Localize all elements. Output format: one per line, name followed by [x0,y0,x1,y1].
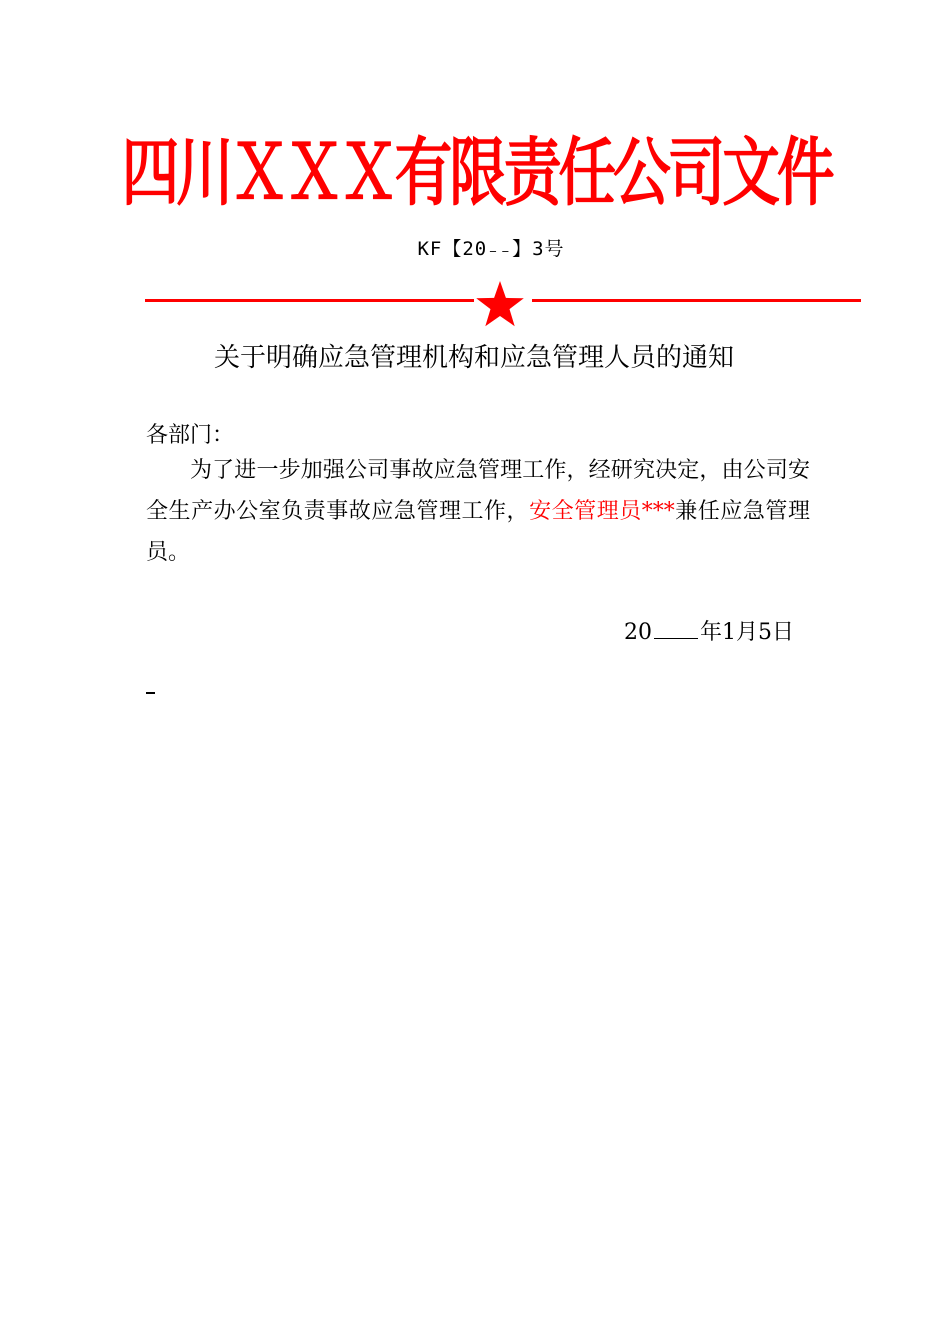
date-year-prefix: 20 [624,620,652,645]
header-rule-left [145,299,474,302]
issue-date [624,615,794,651]
body-text-before: 为了进一步加强公司事故应急管理工作，经研究决定，由公司安全生产办公室负责事故应急管理工作， [146,458,810,524]
text-cursor-mark [146,692,155,694]
document-number: KF【20₋₋】3号 [417,238,565,260]
body-text-highlight: 安全管理员*** [529,499,675,524]
document-header-title: 四川ＸＸＸ有限责任公司文件 [121,130,832,216]
body-paragraph [146,450,810,573]
salutation: 各部门： [146,423,235,448]
date-rest: 年1月5日 [700,620,794,645]
star-icon [475,279,525,327]
date-year-blank [654,618,698,639]
notice-title-text: 关于明确应急管理机构和应急管理人员的通知 [213,343,734,373]
body-text-after: 兼任应急管理员。 [146,499,810,565]
notice-title [0,338,950,378]
header-rule-right [532,299,861,302]
